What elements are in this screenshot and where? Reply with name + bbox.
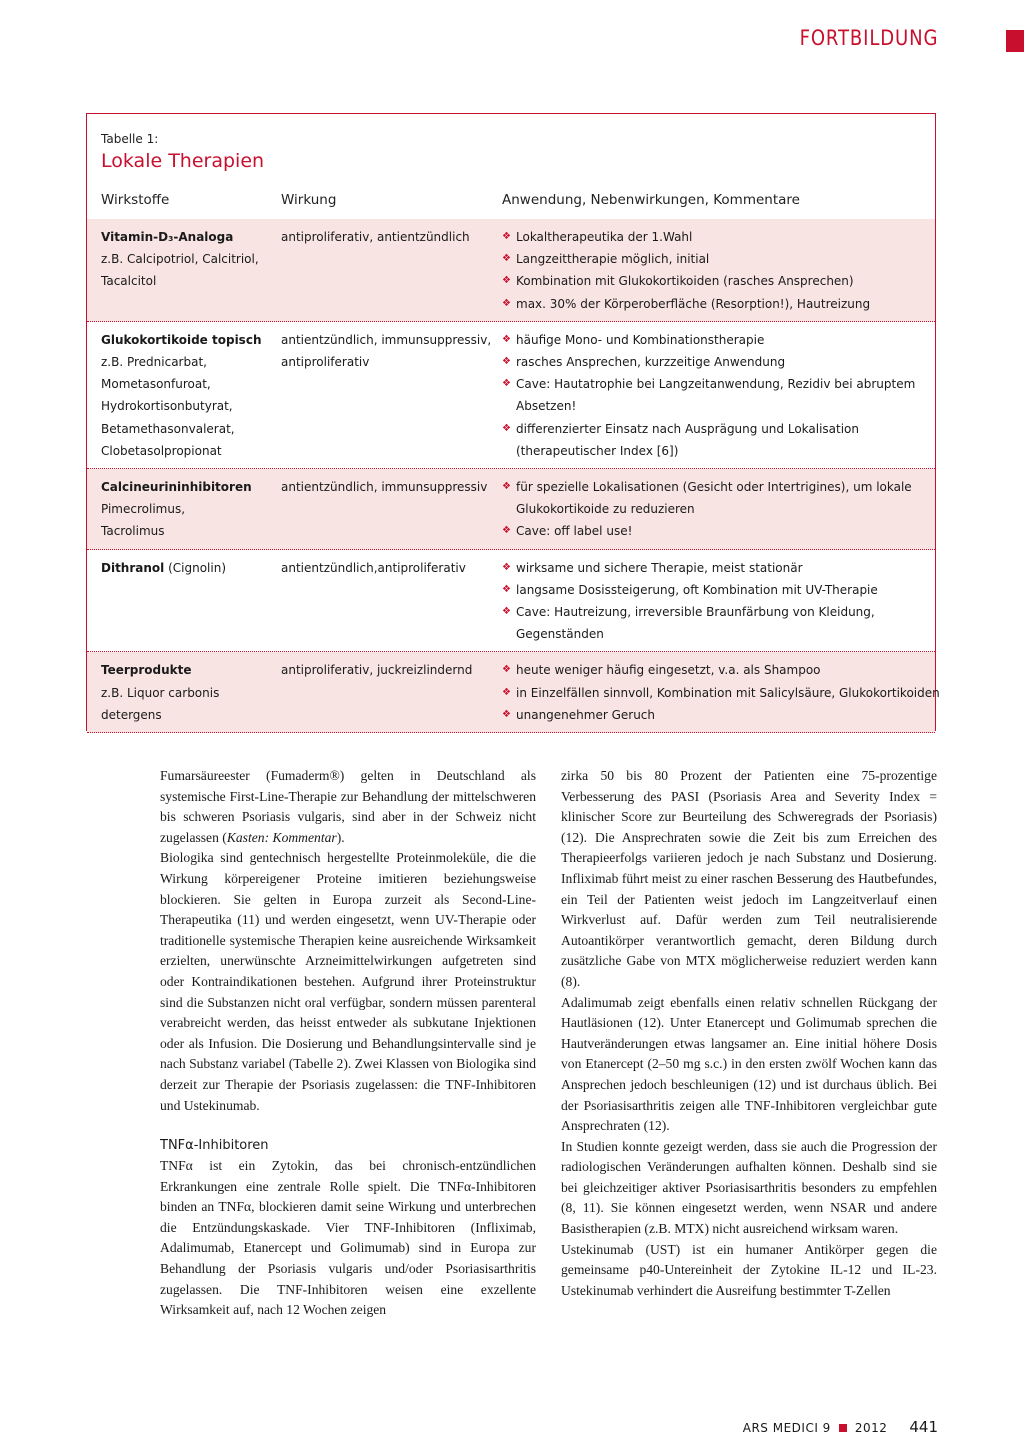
diamond-bullet-icon: ❖ [502, 583, 511, 595]
cell-wirkstoffe [101, 329, 277, 462]
cell-wirkung [281, 476, 496, 498]
substance-name: Dithranol (Cignolin) [101, 560, 227, 575]
substance-example: Hydrokortisonbutyrat, [101, 399, 233, 414]
table-row [87, 219, 935, 322]
note-text: Glukokortikoide zu reduzieren [516, 502, 695, 517]
note-text: Cave: off label use! [516, 524, 633, 539]
bullet-item [502, 659, 927, 681]
diamond-bullet-icon: ❖ [502, 561, 511, 573]
substance-example: Tacrolimus [101, 524, 165, 539]
bullet-item [502, 351, 927, 373]
diamond-bullet-icon: ❖ [502, 356, 511, 367]
bullet-item [502, 226, 927, 248]
note-text: unangenehmer Geruch [516, 707, 656, 722]
bullet-item [502, 682, 940, 704]
cell-wirkstoffe [101, 557, 277, 579]
diamond-bullet-icon: ❖ [502, 297, 511, 309]
cell-kommentare [502, 476, 927, 543]
table-row [87, 652, 940, 733]
bullet-item [502, 248, 927, 270]
note-text: häufige Mono- und Kombinationstherapie [516, 332, 765, 347]
table-row [87, 322, 935, 469]
cell-kommentare [502, 226, 927, 315]
note-text: Cave: Hautreizung, irreversible Braunfärbung von Kleidung, [516, 605, 875, 619]
substance-name: Glukokortikoide topisch [101, 332, 262, 347]
bullet-item [502, 579, 927, 601]
substance-example: Tacalcitol [101, 274, 157, 289]
diamond-bullet-icon: ❖ [502, 708, 511, 720]
column-header-wirkstoffe: Wirkstoffe [101, 192, 170, 208]
paragraph-biologika: Biologika sind gentechnisch hergestellte Proteinmoleküle, die die Wirkung körpereigener Proteine imitieren beziehungsweise blockieren. Sie gelten in Europa zurzeit als Second-Line-Therapeutika (11) und werden eingesetzt, wenn UV-Therapie oder traditionelle systemische Therapien keine ausreichende Wirksamkeit erzielten, unerwünschte Arzneimittelwirkungen aufgetreten sind oder Kontraindikationen bestehen. Aufgrund ihrer Proteinstruktur sind die Substanzen nicht oral verfügbar, sondern müssen parenteral verabreicht werden, das heisst entweder als subkutane Injektionen oder als Infusion. Die Dosierung und Behandlungsintervalle sind je nach Substanz variabel (Tabelle 2). Zwei Klassen von Biologika sind derzeit zur Therapie der Psoriasis zugelassen: die TNF-Inhibitoren und Ustekinumab. [160, 850, 536, 1113]
cell-wirkung [281, 557, 496, 579]
cell-kommentare [502, 557, 927, 646]
diamond-bullet-icon: ❖ [502, 378, 511, 390]
body-column-right [561, 766, 937, 1301]
column-header-wirkung: Wirkung [281, 192, 337, 208]
note-text: Cave: Hautatrophie bei Langzeitanwendung, Rezidiv bei abruptem [516, 377, 916, 392]
table-1-box [86, 113, 940, 731]
effect-text: antientzündlich, immunsuppressiv [281, 480, 488, 494]
note-text: Absetzen! [516, 399, 577, 414]
table-caption: Tabelle 1: [101, 132, 159, 146]
cell-kommentare [502, 329, 927, 462]
effect-text: antientzündlich,antiproliferativ [281, 560, 466, 575]
footer-marker [839, 1424, 847, 1432]
cell-wirkstoffe [101, 226, 277, 293]
section-label: FORTBILDUNG [799, 26, 938, 50]
substance-example: Betamethasonvalerat, [101, 421, 235, 436]
section-marker [1006, 30, 1024, 52]
diamond-bullet-icon: ❖ [502, 686, 511, 698]
note-text: max. 30% der Körperoberfläche (Resorption!), Hautreizung [516, 296, 871, 311]
bullet-item [502, 704, 927, 726]
diamond-bullet-icon: ❖ [502, 481, 511, 492]
substance-name: Vitamin-D₃-Analoga [101, 230, 234, 244]
diamond-bullet-icon: ❖ [502, 664, 511, 676]
diamond-bullet-icon: ❖ [502, 422, 511, 434]
table-row [87, 469, 935, 550]
page-footer [743, 1418, 938, 1436]
note-text: Lokaltherapeutika der 1.Wahl [516, 230, 693, 244]
body-column-left [160, 766, 536, 1321]
cell-wirkstoffe [101, 476, 277, 543]
paragraph-tnf: TNFα ist ein Zytokin, das bei chronisch-entzündlichen Erkrankungen eine zentrale Rolle spielt. Die TNFα-Inhibitoren binden an TNFα, blockieren damit seine Wirkung und unterbrechen die Entzündungskaskade. Vier TNF-Inhibitoren (Infliximab, Adalimumab, Etanercept und Golimumab) sind in Europa zur Behandlung der Psoriasis vulgaris und/oder Psoriasisarthritis zugelassen. Die TNF-Inhibitoren weisen eine exzellente Wirksamkeit auf, nach 12 Wochen zeigen [160, 1158, 536, 1318]
bullet-item [502, 270, 927, 292]
paragraph-ustekinumab: Ustekinumab (UST) ist ein humaner Antikörper gegen die gemeinsame p40-Untereinheit der Zytokine IL-12 und IL-23. Ustekinumab verhindert die Ausreifung bestimmter T-Zellen [561, 1241, 937, 1298]
page-number: 441 [909, 1418, 938, 1436]
paragraph-ansprechraten: zirka 50 bis 80 Prozent der Patienten eine 75-prozentige Verbesserung des PASI (Psoriasis Area and Severity Index = klinischer Score zur Beurteilung des Schweregrads der Psoriasis) (12). Die Ansprechraten sowie die Zeit bis zum Erreichen des Therapieerfolgs variieren jedoch je nach Substanz und Dosierung. Infliximab führt meist zu einer raschen Besserung des Hautbefundes, ein Teil der Patienten weist jedoch im Langzeitverlauf einen Wirkverlust auf. Dafür werden zum Teil neutralisierende Autoantikörper verantwortlich gemacht, deren Bildung durch zusätzliche Gabe von MTX möglicherweise reduziert werden kann (8). [561, 768, 937, 989]
diamond-bullet-icon: ❖ [502, 231, 511, 242]
note-text: langsame Dosissteigerung, oft Kombination mit UV-Therapie [516, 582, 878, 597]
note-text: heute weniger häufig eingesetzt, v.a. als Shampoo [516, 663, 821, 678]
bullet-item [502, 373, 927, 417]
substance-example: Pimecrolimus, [101, 502, 186, 517]
diamond-bullet-icon: ❖ [502, 275, 511, 287]
footer-journal: ARS MEDICI 9 [742, 1421, 831, 1435]
note-text: Langzeittherapie möglich, initial [516, 252, 710, 267]
paragraph-studien: In Studien konnte gezeigt werden, dass sie auch die Progression der radiologischen Veränderungen aufhalten können. Deshalb sind sie bei gleichzeitiger aktiver Psoriasisarthritis besonders zu empfehlen (8, 11). Sie können eingesetzt werden, wenn NSAR und andere Basistherapien (z.B. MTX) nicht ausreichend wirksam waren. [561, 1138, 937, 1237]
substance-example: z.B. Calcipotriol, Calcitriol, [101, 252, 259, 267]
note-text: Gegenständen [516, 627, 604, 642]
paragraph-adalimumab: Adalimumab zeigt ebenfalls einen relativ schnellen Rückgang der Hautläsionen (12). Unter Etanercept und Golimumab sprechen die Hautveränderungen etwas langsamer an. Eine initial höhere Dosis von Etanercept (2–50 mg s.c.) in den ersten zwölf Wochen kann das Ansprechen jedoch beschleunigen (12) und ist durchaus üblich. Bei der Psoriasisarthritis zeigen alle TNF-Inhibitoren vergleichbar gute Ansprechraten (12). [561, 994, 937, 1134]
bullet-item [502, 520, 927, 542]
note-text: (therapeutischer Index [6]) [516, 443, 679, 458]
note-text: in Einzelfällen sinnvoll, Kombination mit Salicylsäure, Glukokortikoiden [516, 685, 940, 700]
substance-example: Clobetasolpropionat [101, 443, 222, 458]
note-text: rasches Ansprechen, kurzzeitige Anwendung [516, 355, 786, 369]
cell-wirkung [281, 226, 496, 248]
effect-text: antiproliferativ [281, 355, 370, 369]
reference-kasten: Kasten: Kommentar [226, 829, 337, 845]
cell-wirkstoffe [101, 659, 277, 726]
bullet-item [502, 601, 927, 645]
substance-name: Teerprodukte [101, 663, 192, 678]
cell-wirkung [281, 329, 496, 373]
effect-text: antientzündlich, immunsuppressiv, [281, 332, 492, 347]
substance-example: z.B. Liquor carbonis [101, 685, 220, 700]
substance-example: z.B. Prednicarbat, [101, 355, 207, 369]
effect-text: antiproliferativ, antientzündlich [281, 230, 470, 244]
table-row [87, 550, 935, 653]
cell-kommentare [502, 659, 940, 726]
column-header-anwendung: Anwendung, Nebenwirkungen, Kommentare [502, 192, 800, 208]
bullet-item [502, 418, 927, 462]
substance-example: Mometasonfuroat, [101, 377, 211, 392]
diamond-bullet-icon: ❖ [502, 253, 511, 265]
diamond-bullet-icon: ❖ [502, 525, 511, 537]
bullet-item [502, 557, 927, 579]
paragraph-fumarsaeureester: Fumarsäureester (Fumaderm®) gelten in Deutschland als systemische First-Line-Therapie zur Behandlung der mittelschweren bis schweren Psoriasis vulgaris, sind aber in der Schweiz nicht zugelassen (Kasten: Kommentar). [160, 768, 536, 845]
footer-year: 2012 [854, 1421, 888, 1435]
note-text: wirksame und sichere Therapie, meist stationär [516, 560, 803, 575]
bullet-item [502, 329, 927, 351]
note-text: Kombination mit Glukokortikoiden (rasches Ansprechen) [516, 274, 854, 289]
table-title: Lokale Therapien [101, 150, 265, 172]
diamond-bullet-icon: ❖ [502, 333, 511, 345]
substance-name: Calcineurininhibitoren [101, 480, 252, 494]
cell-wirkung [281, 659, 496, 681]
note-text: differenzierter Einsatz nach Ausprägung und Lokalisation [516, 421, 860, 436]
substance-example: detergens [101, 707, 162, 722]
diamond-bullet-icon: ❖ [502, 606, 511, 617]
effect-text: antiproliferativ, juckreizlindernd [281, 663, 473, 678]
subheading-tnf-inhibitoren: TNFα-Inhibitoren [160, 1138, 269, 1154]
bullet-item [502, 476, 927, 520]
bullet-item [502, 293, 927, 315]
note-text: für spezielle Lokalisationen (Gesicht oder Intertrigines), um lokale [516, 480, 912, 494]
